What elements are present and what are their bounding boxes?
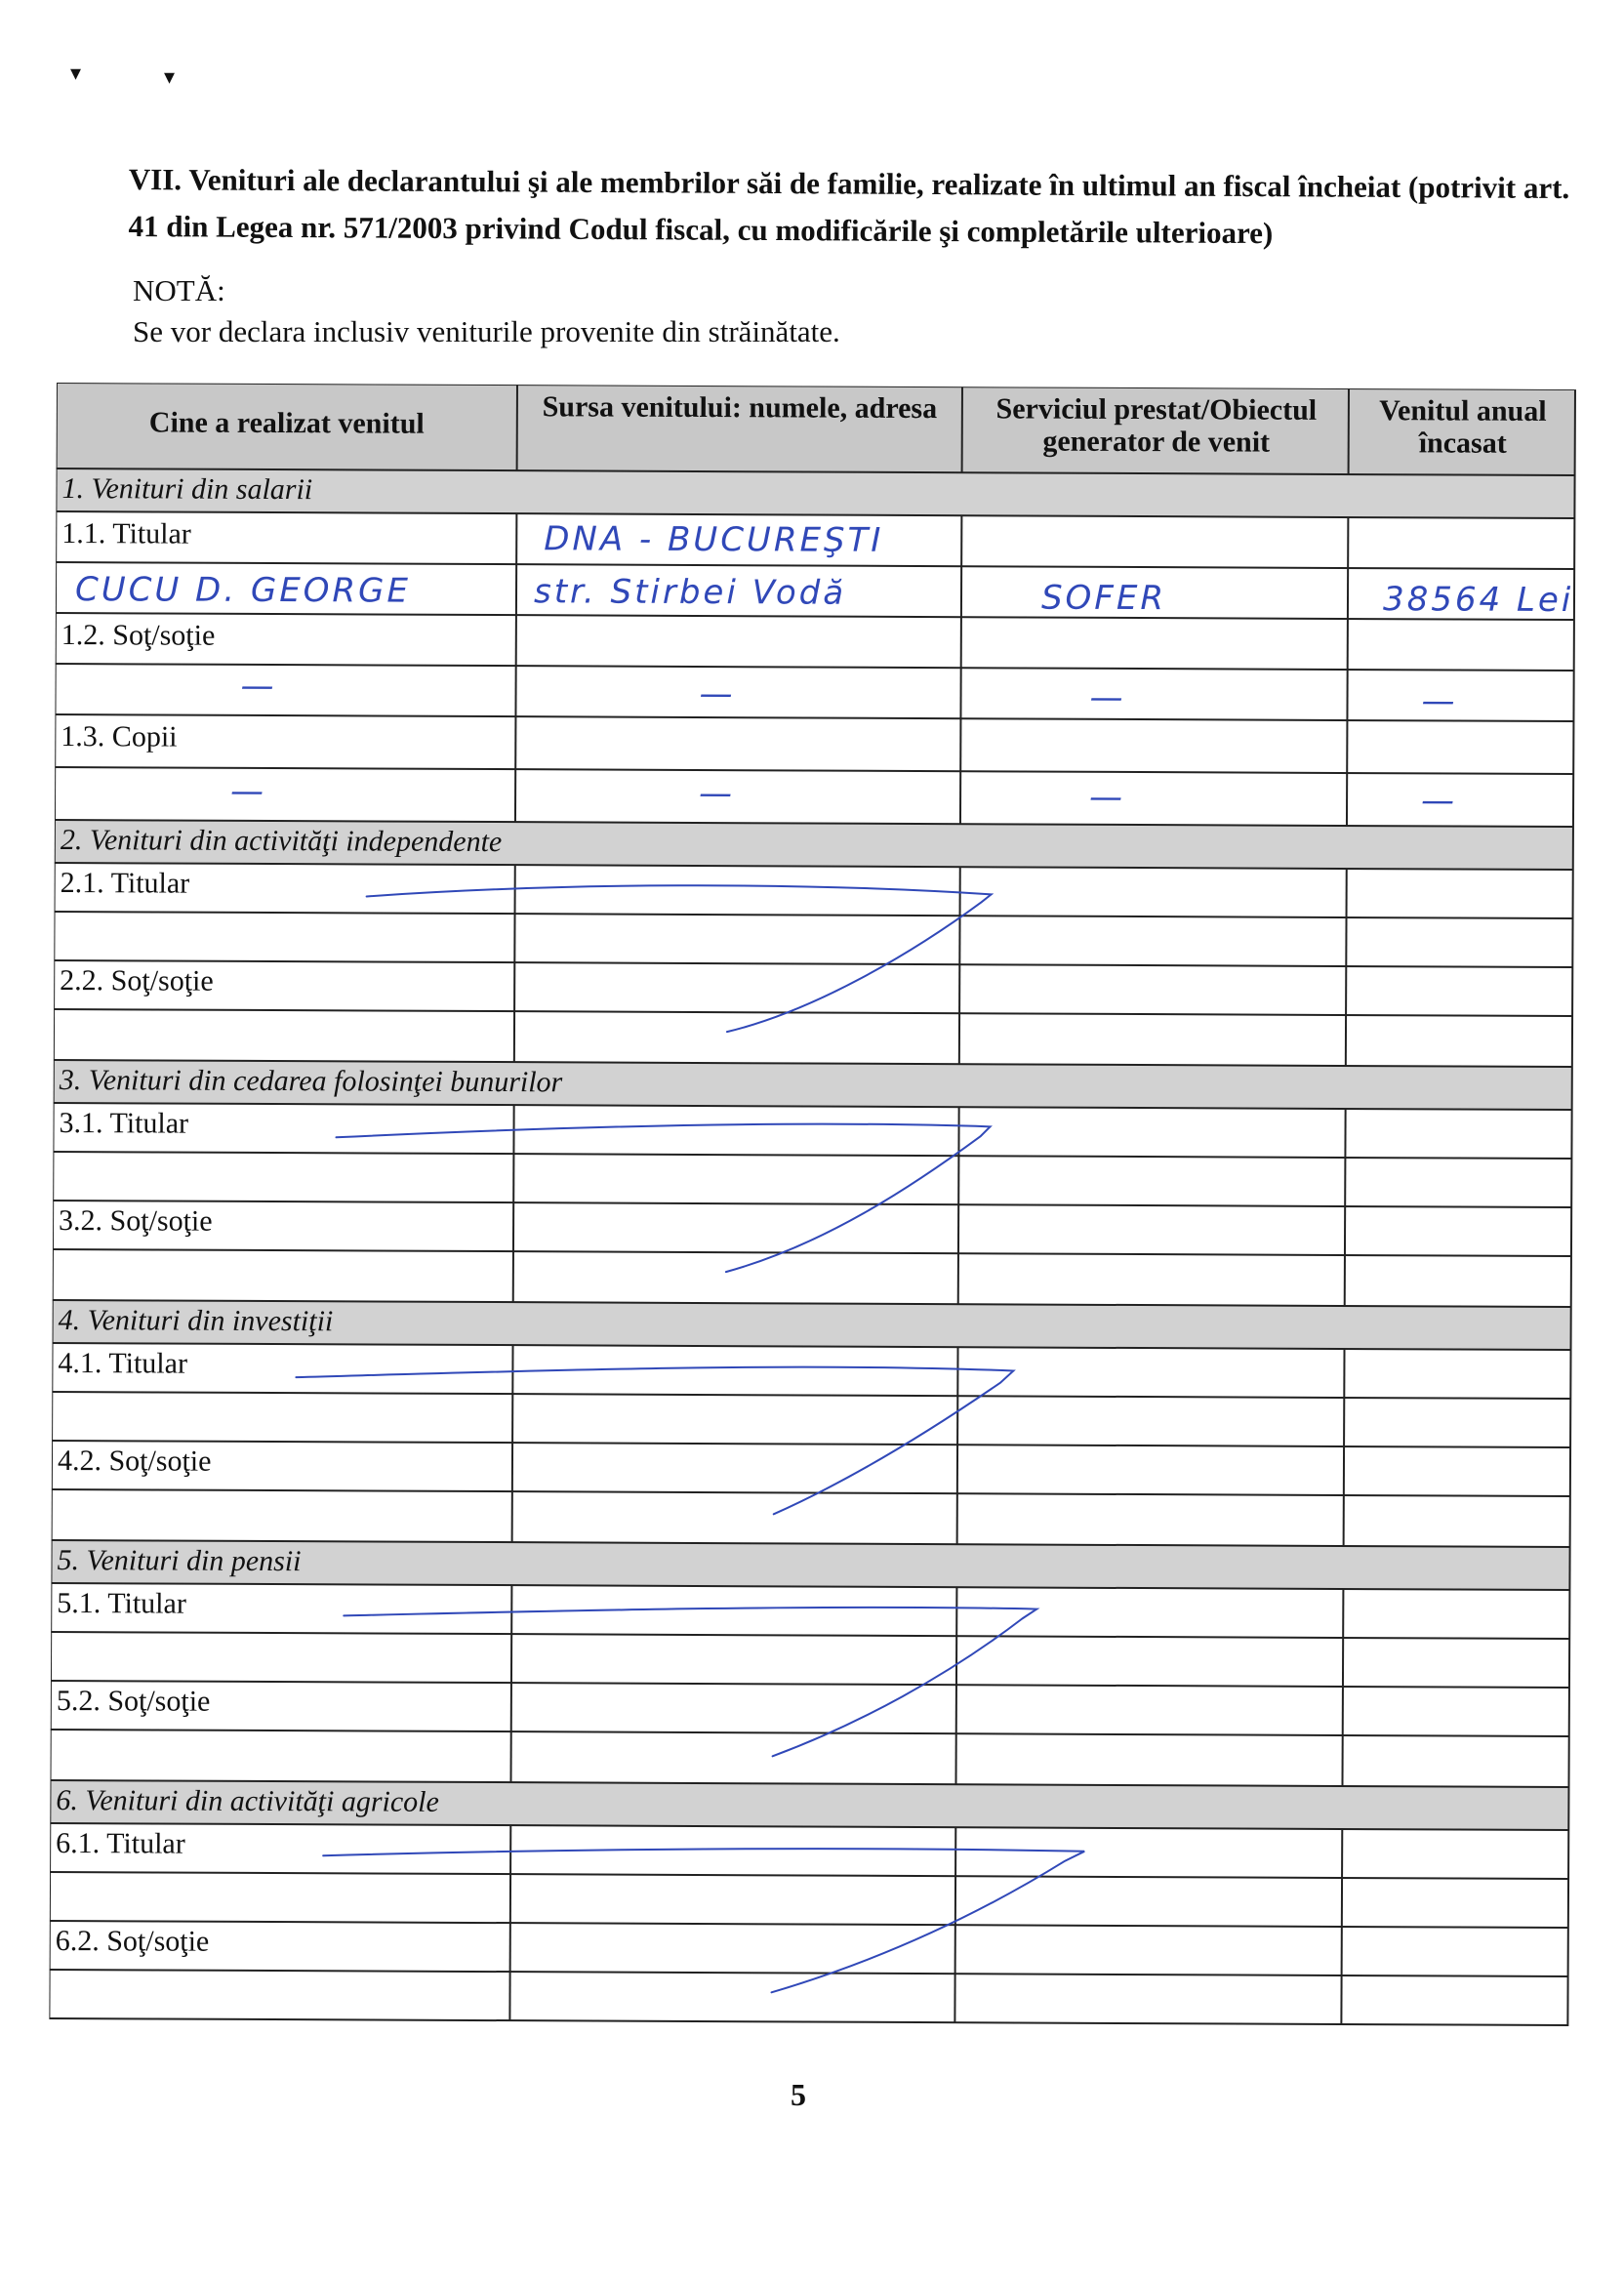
- col-line: [1345, 1109, 1346, 1306]
- col-line: [960, 515, 961, 824]
- grid-line: [51, 1730, 1569, 1736]
- grid-line: [56, 613, 1574, 620]
- row-label: 4.2. Soţ/soţie: [57, 1445, 212, 1478]
- grid-line: [52, 1392, 1570, 1399]
- col-line: [515, 513, 516, 822]
- grid-line: [50, 1970, 1568, 1976]
- section-title-agricultural: 6. Venituri din activităţi agricole: [56, 1784, 439, 1818]
- col-line: [959, 867, 960, 1064]
- handwritten-service: SOFER: [1040, 578, 1167, 619]
- grid-line: [56, 664, 1574, 671]
- col-line: [510, 1585, 511, 1782]
- row-label: 1.3. Copii: [61, 720, 178, 753]
- handwritten-dash: —: [1420, 781, 1458, 821]
- handwritten-dash: —: [240, 666, 277, 707]
- section-title-independent: 2. Venituri din activităţi independente: [60, 824, 503, 859]
- section-title-rent: 3. Venituri din cedarea folosinţei bunurilor: [59, 1064, 563, 1099]
- grid-line: [53, 1201, 1571, 1207]
- col-line: [513, 1105, 514, 1302]
- header-source: Sursa venitului: numele, adresa: [542, 390, 938, 426]
- income-table: [49, 383, 1579, 2027]
- grid-line: [55, 912, 1573, 918]
- handwritten-dash: —: [699, 773, 736, 814]
- handwritten-name: CUCU D. GEORGE: [74, 570, 412, 611]
- col-line: [1346, 869, 1347, 1066]
- row-label: 3.1. Titular: [59, 1107, 189, 1140]
- col-line: [1342, 1589, 1343, 1786]
- section-heading: VII. Venituri ale declarantului şi ale membrilor săi de familie, realizate în ultimul an fiscal încheiat (potrivit art. 41 din Legea nr. 571/2003 privind Codul fiscal, cu modificările şi completările ulterioare): [128, 161, 1570, 251]
- grid-line: [56, 562, 1574, 569]
- col-line: [514, 865, 515, 1062]
- strike-mark-s5: [344, 1605, 1037, 1757]
- grid-line: [55, 714, 1573, 721]
- handwritten-dash: —: [1089, 677, 1126, 717]
- handwritten-amount: 38564 Lei: [1382, 580, 1574, 621]
- table-grid: [49, 383, 1579, 2027]
- section-title-salaries: 1. Venituri din salarii: [61, 472, 313, 507]
- header-who: Cine a realizat venitul: [148, 406, 425, 440]
- col-line: [1347, 517, 1348, 826]
- grid-line: [52, 1489, 1570, 1496]
- row-label: 4.1. Titular: [58, 1347, 188, 1380]
- col-line: [958, 1107, 959, 1304]
- grid-line: [51, 1632, 1569, 1639]
- handwritten-dash: —: [1421, 681, 1458, 721]
- row-label: 2.1. Titular: [60, 867, 190, 900]
- grid-line: [52, 1441, 1570, 1447]
- row-label: 5.2. Soţ/soţie: [56, 1685, 211, 1718]
- grid-line: [54, 960, 1572, 967]
- grid-line: [53, 1152, 1571, 1159]
- row-label: 3.2. Soţ/soţie: [59, 1204, 213, 1238]
- grid-line: [53, 1249, 1571, 1256]
- header-income: Venitul anual încasat: [1379, 394, 1547, 460]
- row-label: 1.1. Titular: [61, 517, 191, 550]
- note-text: Se vor declara inclusiv veniturile provenite din străinătate.: [133, 314, 840, 348]
- row-label: 2.2. Soţ/soţie: [60, 964, 214, 998]
- header-service: Serviciul prestat/Obiectul generator de venit: [995, 392, 1318, 459]
- grid-line: [54, 1009, 1572, 1016]
- row-label: 6.1. Titular: [56, 1827, 185, 1860]
- grid-line: [50, 1921, 1568, 1928]
- row-label: 5.1. Titular: [57, 1587, 186, 1620]
- grid-line: [51, 1681, 1569, 1688]
- section-title-investments: 4. Venituri din investiţii: [58, 1304, 334, 1338]
- col-line: [957, 1347, 958, 1544]
- scan-mark: ▾: [70, 61, 82, 85]
- handwritten-dash: —: [1088, 777, 1126, 817]
- handwritten-source-address: str. Stirbei Vodă: [533, 572, 847, 613]
- section-title-pensions: 5. Venituri din pensii: [57, 1544, 302, 1578]
- handwritten-dash: —: [230, 771, 267, 811]
- grid-line: [55, 767, 1573, 774]
- col-line: [512, 1345, 513, 1542]
- col-line: [954, 1827, 955, 2022]
- note-label: NOTĂ:: [133, 273, 225, 307]
- col-line: [1344, 1349, 1345, 1546]
- col-line: [1341, 1829, 1342, 2024]
- scan-mark: ▾: [164, 64, 176, 89]
- col-line: [955, 1587, 956, 1784]
- handwritten-dash: —: [699, 673, 736, 714]
- col-line: [509, 1825, 510, 2020]
- grid-line: [50, 1872, 1568, 1879]
- row-label: 1.2. Soţ/soţie: [61, 619, 216, 652]
- handwritten-source-name: DNA - BUCUREŞTI: [544, 519, 884, 560]
- page-number: 5: [791, 2077, 806, 2112]
- row-label: 6.2. Soţ/soţie: [55, 1925, 210, 1958]
